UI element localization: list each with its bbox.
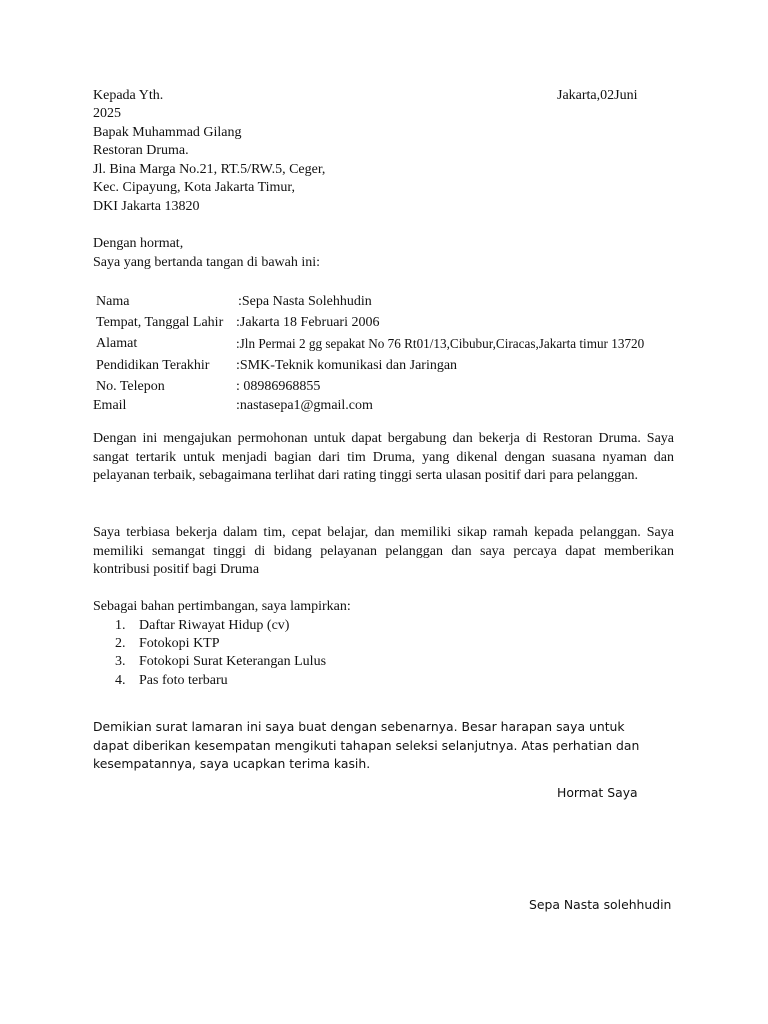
place-date: Jakarta,02Juni (557, 88, 638, 103)
salutation-to: Kepada Yth. (93, 88, 164, 103)
recipient-company: Restoran Druma. (93, 143, 189, 158)
date-year: 2025 (93, 106, 121, 121)
recipient-address-line-3: DKI Jakarta 13820 (93, 199, 200, 214)
greeting: Dengan hormat, (93, 236, 184, 251)
detail-value: :Jln Permai 2 gg sepakat No 76 Rt01/13,Cibubur,Ciracas,Jakarta timur 13720 (236, 336, 645, 351)
list-item: Fotokopi KTP (139, 636, 220, 651)
list-item: Daftar Riwayat Hidup (cv) (139, 618, 290, 633)
list-item: Pas foto terbaru (139, 673, 228, 688)
detail-label: Pendidikan Terakhir (96, 358, 210, 373)
detail-value: :Jakarta 18 Februari 2006 (236, 315, 380, 330)
body-paragraph-2: Saya terbiasa bekerja dalam tim, cepat belajar, dan memiliki sikap ramah kepada pelanggan. Saya memiliki semangat tinggi di bidang pelayanan pelanggan dan saya percaya dapat memberikan kontribusi positif bagi Druma (93, 525, 674, 578)
recipient-name: Bapak Muhammad Gilang (93, 125, 242, 140)
detail-value: :SMK-Teknik komunikasi dan Jaringan (236, 358, 458, 373)
detail-value: : 08986968855 (236, 379, 321, 394)
recipient-address-line-2: Kec. Cipayung, Kota Jakarta Timur, (93, 180, 296, 195)
detail-value: :Sepa Nasta Solehhudin (238, 294, 372, 309)
closing-paragraph: Demikian surat lamaran ini saya buat dengan sebenarnya. Besar harapan saya untuk dapat diberikan kesempatan mengikuti tahapan seleksi selanjutnya. Atas perhatian dan kesempatannya, saya ucapkan terima kasih. (93, 719, 640, 772)
list-number: 3. (115, 654, 126, 669)
list-number: 1. (115, 618, 126, 633)
signature-name: Sepa Nasta solehhudin (529, 897, 672, 912)
detail-label: Email (93, 398, 127, 413)
detail-label: Tempat, Tanggal Lahir (96, 315, 224, 330)
body-paragraph-1: Dengan ini mengajukan permohonan untuk dapat bergabung dan bekerja di Restoran Druma. Saya sangat tertarik untuk menjadi bagian dari tim Druma, yang dikenal dengan suasana nyaman dan pelayanan terbaik, sebagaimana terlihat dari rating tinggi serta ulasan positif dari para pelanggan. (93, 431, 674, 484)
list-number: 2. (115, 636, 126, 651)
list-item: Fotokopi Surat Keterangan Lulus (139, 654, 327, 669)
recipient-address-line-1: Jl. Bina Marga No.21, RT.5/RW.5, Ceger, (93, 162, 326, 177)
list-number: 4. (115, 673, 126, 688)
intro-line: Saya yang bertanda tangan di bawah ini: (93, 255, 321, 270)
detail-label: Nama (96, 294, 130, 309)
detail-label: No. Telepon (96, 379, 165, 394)
attachments-intro: Sebagai bahan pertimbangan, saya lampirkan: (93, 599, 351, 614)
detail-value: :nastasepa1@gmail.com (236, 398, 373, 413)
detail-label: Alamat (96, 336, 138, 351)
sign-off: Hormat Saya (557, 785, 638, 800)
